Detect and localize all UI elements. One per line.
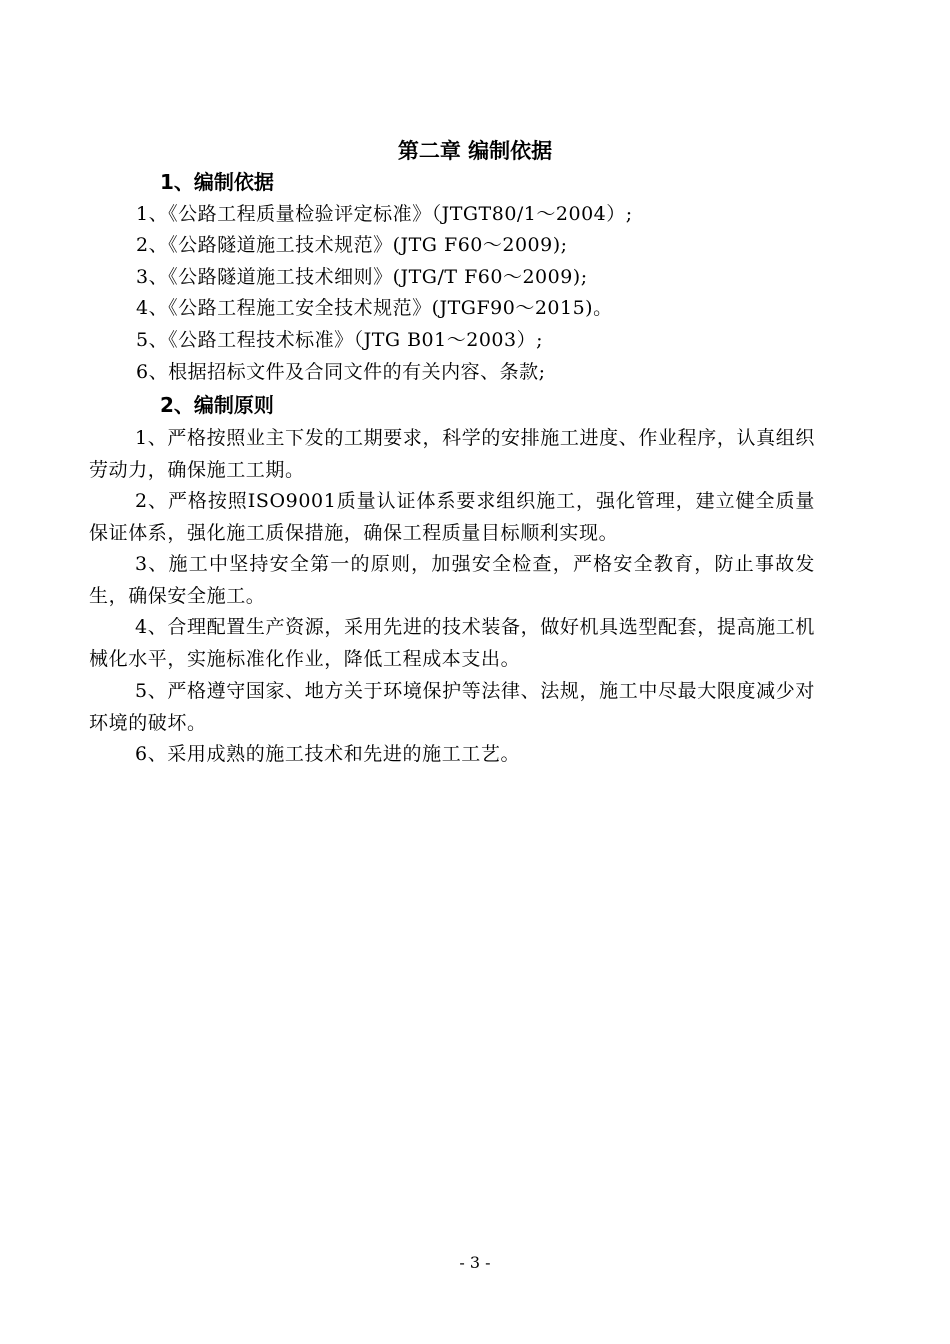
section-heading-basis: 1、编制依据 [160, 170, 274, 194]
principle-paragraph: 3、施工中坚持安全第一的原则，加强安全检查，严格安全教育，防止事故发生，确保安全施工。 [89, 553, 815, 607]
principle-paragraph: 4、合理配置生产资源，采用先进的技术装备，做好机具选型配套，提高施工机械化水平，实施标准化作业，降低工程成本支出。 [89, 616, 815, 670]
reference-item: 4、《公路工程施工安全技术规范》(JTGF90～2015)。 [136, 297, 613, 319]
reference-item: 6、根据招标文件及合同文件的有关内容、条款; [136, 361, 546, 383]
reference-item: 2、《公路隧道施工技术规范》(JTG F60～2009); [136, 234, 568, 256]
reference-item: 1、《公路工程质量检验评定标准》（JTGT80/1～2004）; [136, 203, 633, 225]
page-number: - 3 - [459, 1253, 491, 1272]
principle-paragraph: 6、采用成熟的施工技术和先进的施工工艺。 [135, 743, 521, 765]
reference-item: 5、《公路工程技术标准》（JTG B01～2003）; [136, 329, 543, 351]
principle-paragraph: 2、严格按照ISO9001质量认证体系要求组织施工，强化管理，建立健全质量保证体系，强化施工质保措施，确保工程质量目标顺利实现。 [89, 490, 815, 544]
reference-item: 3、《公路隧道施工技术细则》(JTG/T F60～2009); [136, 266, 588, 288]
section-heading-principles: 2、编制原则 [160, 393, 274, 417]
chapter-title: 第二章 编制依据 [397, 139, 553, 163]
principle-paragraph: 5、严格遵守国家、地方关于环境保护等法律、法规，施工中尽最大限度减少对环境的破坏。 [89, 680, 815, 734]
principle-paragraph: 1、严格按照业主下发的工期要求，科学的安排施工进度、作业程序，认真组织劳动力，确保施工工期。 [89, 427, 815, 481]
